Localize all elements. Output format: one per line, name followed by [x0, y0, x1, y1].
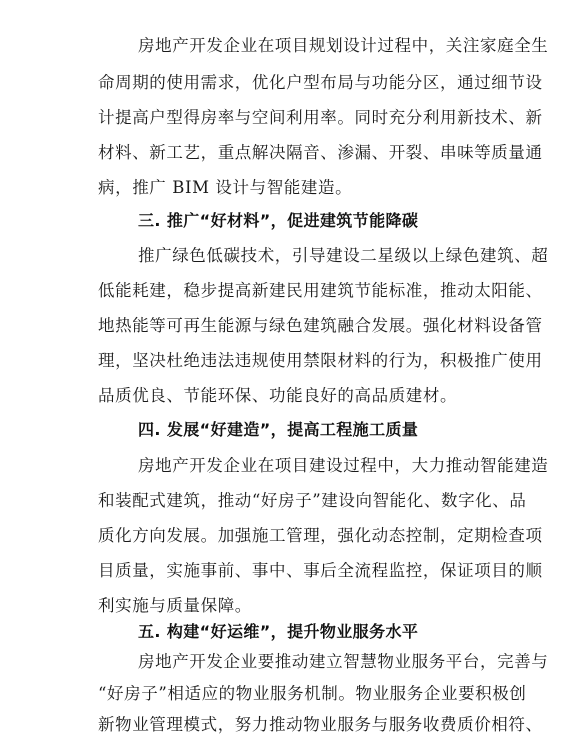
section-heading: 五. 构建“好运维”，提升物业服务水平 [138, 622, 419, 641]
paragraph-line: 新物业管理模式，努力推动物业服务与服务收费质价相符、 [98, 715, 543, 734]
paragraph-line: 房地产开发企业要推动建立智慧物业服务平台，完善与 [138, 652, 549, 671]
paragraph-line: “好房子”相适应的物业服务机制。物业服务企业要积极创 [98, 684, 527, 703]
section-heading: 四. 发展“好建造”，提高工程施工质量 [138, 420, 419, 439]
paragraph-line: 理，坚决杜绝违法违规使用禁限材料的行为，积极推广使用 [98, 351, 543, 370]
paragraph-line: 利实施与质量保障。 [98, 596, 252, 615]
section-heading: 三. 推广“好材料”，促进建筑节能降碳 [138, 211, 419, 230]
paragraph-line: 计提高户型得房率与空间利用率。同时充分利用新技术、新 [98, 108, 543, 127]
paragraph-line: 质化方向发展。加强施工管理，强化动态控制，定期检查项 [98, 526, 543, 545]
paragraph-line: 推广绿色低碳技术，引导建设二星级以上绿色建筑、超 [138, 246, 549, 265]
paragraph-line: 和装配式建筑，推动“好房子”建设向智能化、数字化、品 [98, 491, 527, 510]
paragraph-line: 房地产开发企业在项目规划设计过程中，关注家庭全生 [138, 36, 549, 55]
paragraph-line: 低能耗建，稳步提高新建民用建筑节能标准，推动太阳能、 [98, 281, 543, 300]
paragraph-line: 命周期的使用需求，优化户型布局与功能分区，通过细节设 [98, 73, 543, 92]
paragraph-line: 品质优良、节能环保、功能良好的高品质建材。 [98, 386, 458, 405]
paragraph-line: 地热能等可再生能源与绿色建筑融合发展。强化材料设备管 [98, 316, 543, 335]
paragraph-line: 材料、新工艺，重点解决隔音、渗漏、开裂、串味等质量通 [98, 143, 543, 162]
paragraph-line: 目质量，实施事前、事中、事后全流程监控，保证项目的顺 [98, 561, 543, 580]
paragraph-line: 房地产开发企业在项目建设过程中，大力推动智能建造 [138, 456, 549, 475]
paragraph-line: 病，推广 BIM 设计与智能建造。 [98, 178, 353, 197]
